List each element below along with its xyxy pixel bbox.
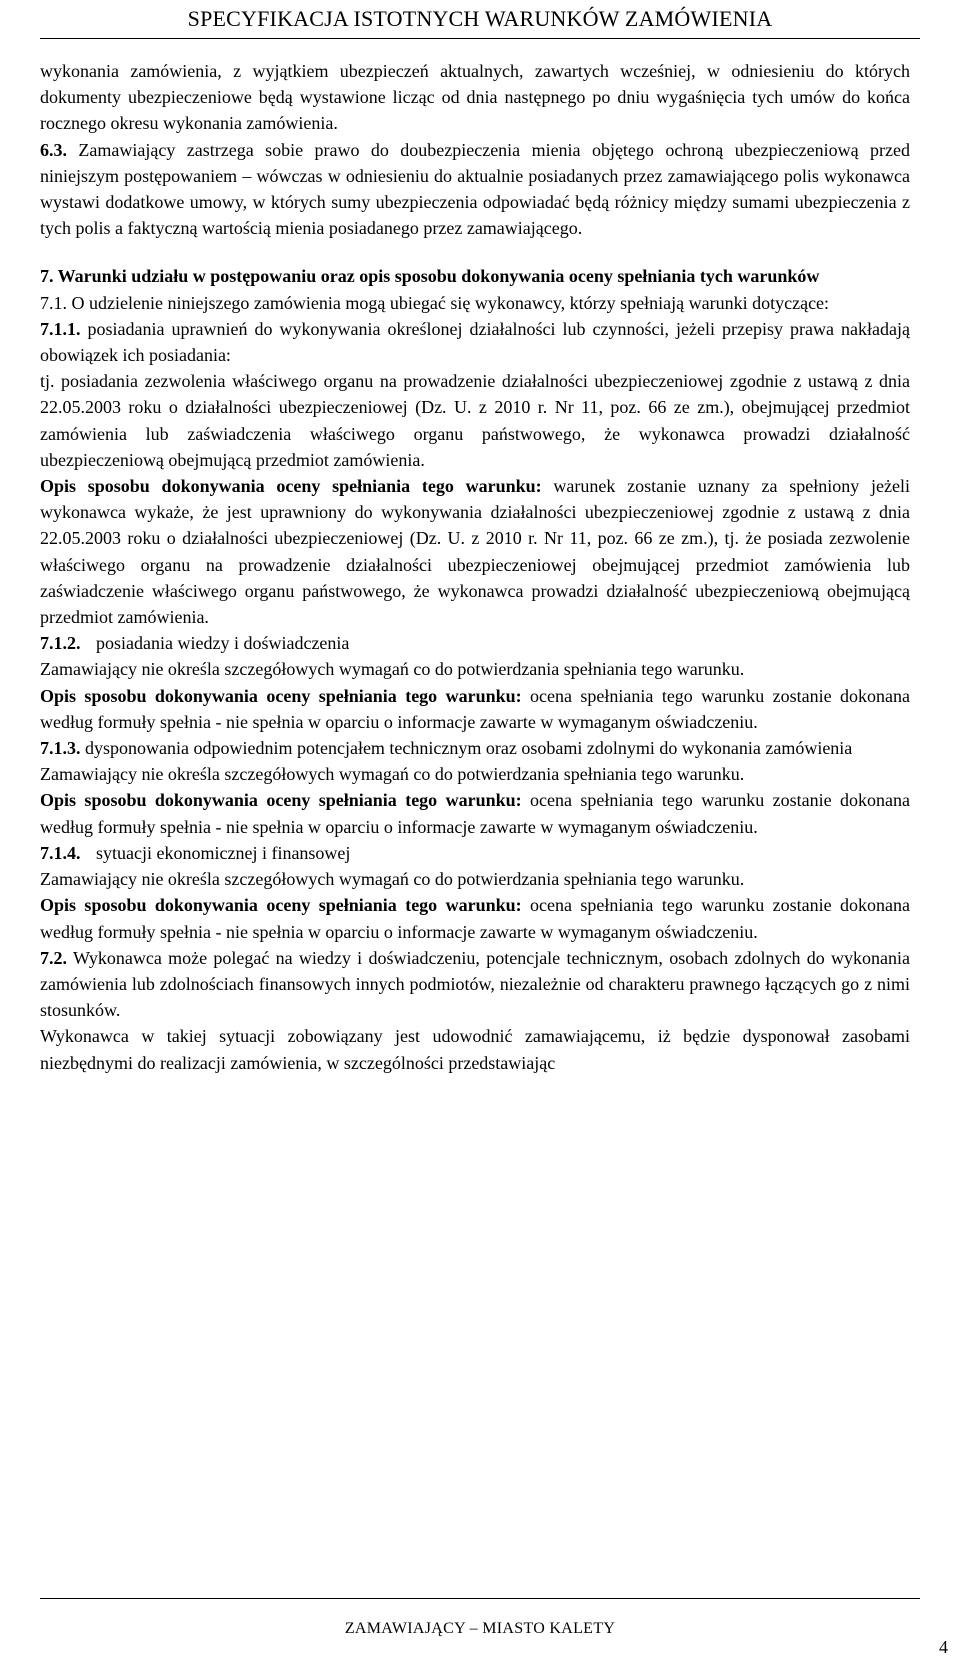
section-text: Wykonawca może polegać na wiedzy i doświadczeniu, potencjale technicznym, osobach zdolnych do wykonania zamówienia lub zdolnościach finansowych innych podmiotów, niezależnie od charakteru prawnego łączących go z nimi stosunków. [40, 947, 910, 1021]
assessment-text: ocena spełniania tego warunku zostanie dokonana według formuły spełnia - nie spełnia w oparciu o informacje zawarte w wymaganym oświadczeniu. [40, 790, 910, 837]
footer-divider [40, 1598, 920, 1599]
no-requirements-7-1-3: Zamawiający nie określa szczegółowych wymagań co do potwierdzania spełniania tego warunku. [40, 764, 745, 785]
section-7-1-3 [40, 735, 910, 761]
assessment-text: ocena spełniania tego warunku zostanie dokonana według formuły spełnia - nie spełnia w oparciu o informacje zawarte w wymaganym oświadczeniu. [40, 685, 910, 732]
header-divider [40, 38, 920, 39]
section-number: 7.1.4. [40, 842, 81, 863]
section-text: O udzielenie niniejszego zamówienia mogą ubiegać się wykonawcy, którzy spełniają warunki dotyczące: [67, 292, 830, 313]
section-7-1-4 [40, 840, 910, 866]
assessment-label: Opis sposobu dokonywania oceny spełniania tego warunku: [40, 895, 522, 916]
section-number: 7.1.1. [40, 318, 81, 339]
section-number: 6.3. [40, 139, 67, 160]
document-body [40, 58, 910, 1076]
section-number: 7.2. [40, 947, 67, 968]
spacer [40, 241, 910, 263]
section-7-1-1 [40, 316, 910, 368]
assessment-label: Opis sposobu dokonywania oceny spełniania tego warunku: [40, 790, 522, 811]
assessment-label: Opis sposobu dokonywania oceny spełniania tego warunku: [40, 685, 522, 706]
assessment-7-1-3 [40, 787, 910, 839]
section-7-1-2 [40, 630, 910, 656]
heading-text: 7. Warunki udziału w postępowaniu oraz opis sposobu dokonywania oceny spełniania tych warunków [40, 266, 820, 287]
section-text: sytuacji ekonomicznej i finansowej [96, 842, 351, 863]
no-requirements-7-1-2: Zamawiający nie określa szczegółowych wymagań co do potwierdzania spełniania tego warunku. [40, 659, 745, 680]
section-7-2 [40, 945, 910, 1024]
assessment-text: warunek zostanie uznany za spełniony jeżeli wykonawca wykaże, że jest uprawniony do wykonywania działalności ubezpieczeniowej zgodnie z ustawą z dnia 22.05.2003 roku o działalności ubezpieczeniowej (Dz. U. z 2010 r. Nr 11, poz. 66 ze zm.), tj. że posiada zezwolenie właściwego organu na prowadzenie działalności ubezpieczeniowej obejmującej przedmiot zamówienia lub zaświadczenie właściwego organu państwowego, że wykonawca prowadzi działalność ubezpieczeniową obejmującą przedmiot zamówienia. [40, 476, 910, 628]
header-title: SPECYFIKACJA ISTOTNYCH WARUNKÓW ZAMÓWIENIA [187, 6, 773, 31]
section-number: 7.1.2. [40, 633, 81, 654]
paragraph-continuation: wykonania zamówienia, z wyjątkiem ubezpieczeń aktualnych, zawartych wcześniej, w odniesieniu do których dokumenty ubezpieczeniowe będą wystawione licząc od dnia następnego po dniu wygaśnięcia tych umów do końca rocznego okresu wykonania zamówienia. [40, 61, 910, 134]
assessment-text: ocena spełniania tego warunku zostanie dokonana według formuły spełnia - nie spełnia w oparciu o informacje zawarte w wymaganym oświadczeniu. [40, 895, 910, 942]
assessment-7-1-1 [40, 473, 910, 630]
assessment-7-1-2 [40, 683, 910, 735]
assessment-7-1-4 [40, 892, 910, 944]
section-number: 7.1. [40, 292, 67, 313]
section-6-3 [40, 137, 910, 242]
page-header [0, 6, 960, 32]
page-footer: ZAMAWIAJĄCY – MIASTO KALETY [344, 1620, 616, 1637]
paragraph-last: Wykonawca w takiej sytuacji zobowiązany jest udowodnić zamawiającemu, iż będzie dysponował zasobami niezbędnymi do realizacji zamówienia, w szczególności przedstawiając [40, 1026, 910, 1073]
section-7-heading [40, 263, 910, 289]
section-text: dysponowania odpowiednim potencjałem technicznym oraz osobami zdolnymi do wykonania zamówienia [80, 738, 853, 759]
section-7-1-1-detail: tj. posiadania zezwolenia właściwego organu na prowadzenie działalności ubezpieczeniowej zgodnie z ustawą z dnia 22.05.2003 roku o działalności ubezpieczeniowej (Dz. U. z 2010 r. Nr 11, poz. 66 ze zm.), obejmującej przedmiot zamówienia lub zaświadczenia właściwego organu państwowego, że wykonawca prowadzi działalność ubezpieczeniową obejmującą przedmiot zamówienia. [40, 371, 910, 470]
section-text: posiadania uprawnień do wykonywania określonej działalności lub czynności, jeżeli przepisy prawa nakładają obowiązek ich posiadania: [40, 318, 910, 366]
assessment-label: Opis sposobu dokonywania oceny spełniania tego warunku: [40, 476, 542, 497]
section-text: posiadania wiedzy i doświadczenia [96, 633, 350, 654]
no-requirements-7-1-4: Zamawiający nie określa szczegółowych wymagań co do potwierdzania spełniania tego warunku. [40, 869, 745, 890]
section-7-1 [40, 290, 910, 316]
section-number: 7.1.3. [40, 738, 81, 759]
section-text: Zamawiający zastrzega sobie prawo do doubezpieczenia mienia objętego ochroną ubezpieczeniową przed niniejszym postępowaniem – wówczas w odniesieniu do aktualnie posiadanych przez zamawiającego polis wykonawca wystawi dodatkowe umowy, w których sumy ubezpieczenia odpowiadać będą różnicy między sumami ubezpieczenia z tych polis a faktyczną wartością mienia posiadanego przez zamawiającego. [40, 139, 910, 239]
page-number: 4 [939, 1637, 948, 1657]
